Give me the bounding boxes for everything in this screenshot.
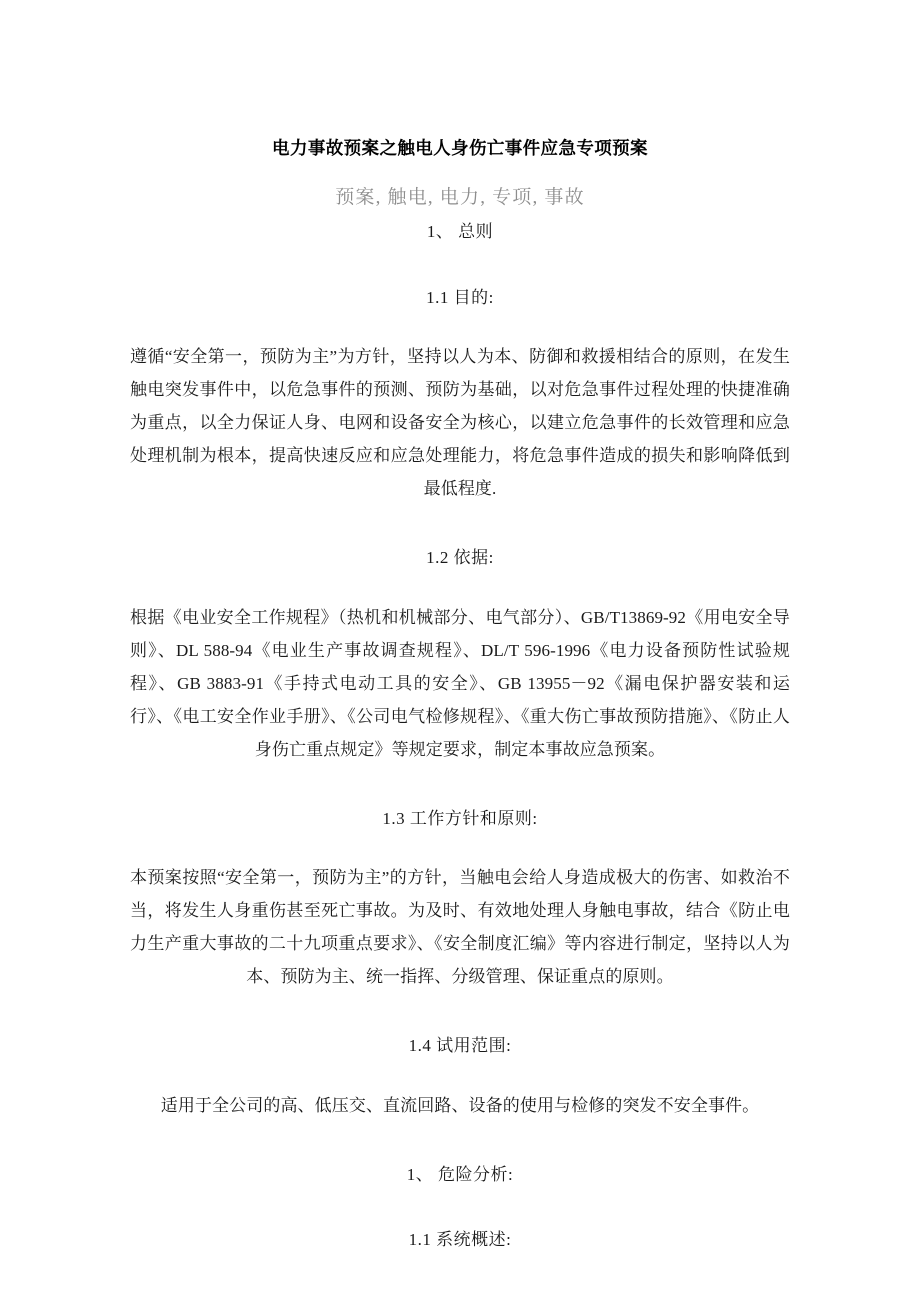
heading-1-3-policy-principles: 1.3 工作方针和原则: bbox=[382, 808, 538, 828]
heading-1-1-purpose: 1.1 目的: bbox=[426, 287, 494, 307]
document-keywords: 预案, 触电, 电力, 专项, 事故 bbox=[335, 186, 585, 208]
paragraph-1-1-purpose: 遵循“安全第一，预防为主”为方针，坚持以人为本、防御和救援相结合的原则，在发生触电突发事件中，以危急事件的预测、预防为基础，以对危急事件过程处理的快捷准确为重点，以全力保证人身、电网和设备安全为核心，以建立危急事件的长效管理和应急处理机制为根本，提高快速反应和应急处理能力，将危急事件造成的损失和影响降低到最低程度. bbox=[130, 347, 790, 499]
paragraph-1-4-scope: 适用于全公司的高、低压交、直流回路、设备的使用与检修的突发不安全事件。 bbox=[160, 1095, 760, 1115]
page-title: 电力事故预案之触电人身伤亡事件应急专项预案 bbox=[272, 139, 648, 159]
heading-1-4-scope: 1.4 试用范围: bbox=[408, 1036, 512, 1056]
heading-1-2-basis: 1.2 依据: bbox=[426, 548, 494, 568]
heading-chapter-2-hazard-analysis: 1、 危险分析: bbox=[406, 1164, 514, 1184]
paragraph-1-3-policy-principles: 本预案按照“安全第一，预防为主”的方针，当触电会给人身造成极大的伤害、如救治不当，将发生人身重伤甚至死亡事故。为及时、有效地处理人身触电事故，结合《防止电力生产重大事故的二十九项重点要求》、《安全制度汇编》等内容进行制定，坚持以人为本、预防为主、统一指挥、分级管理、保证重点的原则。 bbox=[130, 868, 790, 987]
paragraph-1-2-basis: 根据《电业安全工作规程》（热机和机械部分、电气部分）、GB/T13869-92《用电安全导则》、DL 588-94《电业生产事故调查规程》、DL/T 596-1996《电力设备预防性试验规程》、GB 3883-91《手持式电动工具的安全》、GB 13955－92《漏电保护器安装和运行》、《电工安全作业手册》、《公司电气检修规程》、《重大伤亡事故预防措施》、《防止人身伤亡重点规定》等规定要求，制定本事故应急预案。 bbox=[130, 607, 790, 759]
heading-2-1-system-overview: 1.1 系统概述: bbox=[408, 1230, 512, 1250]
heading-chapter-1: 1、 总则 bbox=[426, 222, 494, 242]
